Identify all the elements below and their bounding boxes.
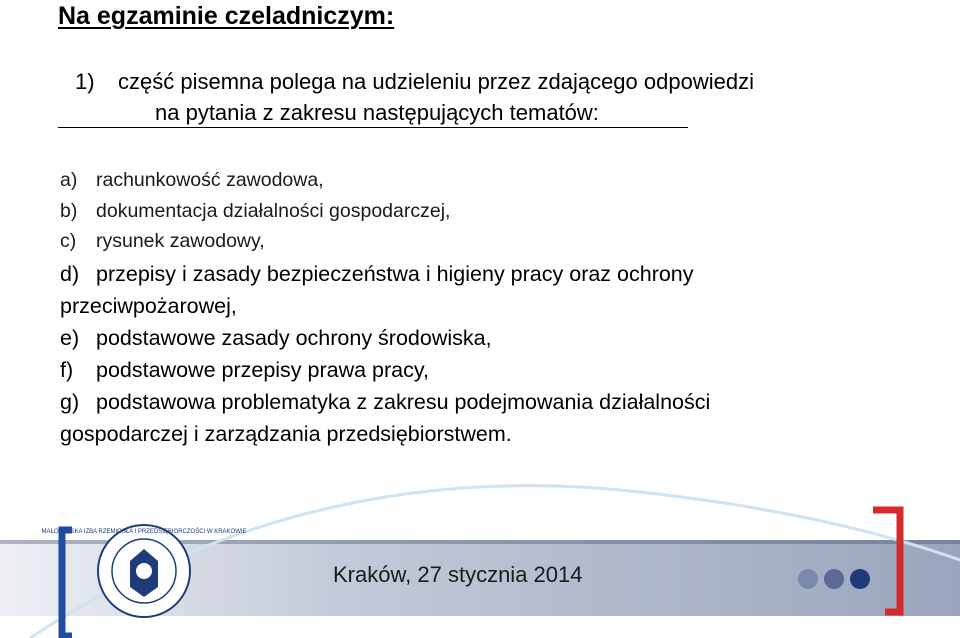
dot-icon [824,569,844,589]
list-item-label: g) [60,390,80,414]
list-item-label: c) [60,230,77,252]
list-item [60,354,710,386]
intro-paragraph [75,66,754,128]
list-item [60,196,450,227]
list-item-text: przepisy i zasady bezpieczeństwa i higieny pracy oraz ochrony [96,262,694,286]
list-item-text: rachunkowość zawodowa, [96,169,324,191]
red-bracket-icon [873,510,900,612]
list-item-continuation: przeciwpożarowej, [60,294,237,318]
page-title: Na egzaminie czeladniczym: [58,2,395,30]
list-item-text: podstawowe zasady ochrony środowiska, [96,326,492,350]
guild-logo-icon [41,513,247,633]
list-item-text: podstawowe przepisy prawa pracy, [96,358,430,382]
list-item [60,226,450,257]
pagination-dots [798,569,870,589]
topics-list-small [60,165,450,257]
intro-text-1: część pisemna polega na udzieleniu przez zdającego odpowiedzi [118,69,754,94]
intro-number: 1) [75,69,95,94]
intro-line-1 [75,66,754,97]
intro-text-2: na pytania z zakresu następujących tematów: [155,100,599,125]
list-item-label: e) [60,326,80,350]
list-item [60,258,710,290]
list-item-text: dokumentacja działalności gospodarczej, [96,199,451,222]
list-item-text: podstawowa problematyka z zakresu podejmowania działalności [96,390,711,414]
list-item-text: rysunek zawodowy, [96,230,265,252]
list-item-label: a) [60,169,78,191]
dot-icon [850,569,870,589]
list-item [60,322,710,354]
list-item [60,386,710,418]
footer-date: Kraków, 27 stycznia 2014 [333,562,583,587]
list-item-label: f) [60,358,74,382]
list-item [60,165,450,196]
dot-icon [798,569,818,589]
topics-list-large [60,258,710,450]
logo-text: MAŁOPOLSKA IZBA RZEMIOSŁA I PRZEDSIĘBIORCZOŚCI W KRAKOWIE [41,529,247,535]
list-item-label: b) [60,199,78,222]
blue-bracket-icon [62,530,72,636]
list-item-label: d) [60,262,80,286]
intro-underline [58,127,688,128]
list-item-continuation: gospodarczej i zarządzania przedsiębiorstwem. [60,422,512,446]
